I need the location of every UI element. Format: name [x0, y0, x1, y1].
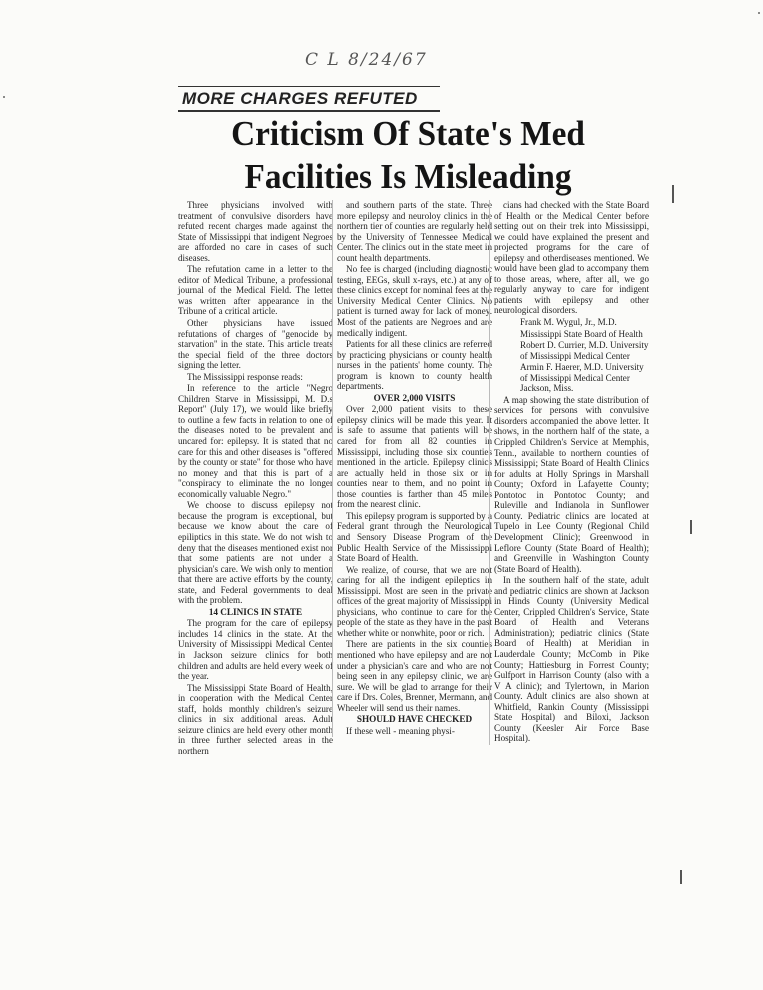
paragraph: In the southern half of the state, adult and pediatric clinics are shown at Jackson in Hinds County (University Medical Center, Crippled Children's Service, State Board of Health and Veterans Administration); pediatric clinics (State Board of Health) at Meridian in Lauderdale County; McComb in Pike County; Hattiesburg in Forrest County; Gulfport in Harrison County (also with a V A clinic); and Tylertown, in Marion County. Adult clinics are also shown at Whitfield, Rankin County (Mississippi State Hospital) and Biloxi, Jackson County (Keesler Air Force Base Hospital). — [494, 575, 649, 744]
scan-edge-mark — [690, 520, 692, 534]
paragraph: and southern parts of the state. Three more epilepsy and neuroloy clinics in the northern tier of counties are regularly held by the University of Tennessee Medical Center. The clinics out in the state meet in count health departments. — [337, 200, 492, 263]
article-column-3 — [489, 200, 649, 745]
paragraph: We realize, of course, that we are not caring for all the indigent epileptics in Mississippi. Most are seen in the private offices of the great majority of Mississippi physicians, who continue to care for the people of the state as they have in the past whether white or nonwhite, poor or rich. — [337, 564, 492, 638]
article-column-1 — [178, 200, 333, 757]
paragraph: The program for the care of epilepsy includes 14 clinics in the state. At the University of Mississippi Medical Center in Jackson seizure clinics for both children and adults are held every week of the year. — [178, 618, 333, 682]
paragraph: In reference to the article "Negro Children Starve in Mississippi, M. D.s Report" (July 17), we would like briefly to outline a few facts in relation to one of the diseases noted to be prevalent and uncared for: epilepsy. It is stated that no care for this and other diseases is "offered by the county or state" for those who have no money and that this is part of a "conspiracy to eliminate the no longer economically valuable Negro." — [178, 383, 333, 499]
scan-speck — [3, 96, 5, 98]
paragraph: cians had checked with the State Board of Health or the Medical Center before setting out on their trek into Mississippi, we could have explained the present and projected programs for the care of epilepsy and otherdiseases mentioned. We would have been glad to accompany them to those areas, where, after all, we go regularly anyway to care for indigent patients with epilepsy and other neurological disorders. — [494, 200, 649, 316]
article-column-2 — [332, 200, 492, 737]
scan-edge-mark — [672, 185, 674, 203]
paragraph: Other physicians have issued refutations of charges of "genocide by starvation" in the state. This article treats the special field of the three doctors signing the letter. — [178, 318, 333, 371]
headline-line-2: Facilities Is Misleading — [244, 157, 572, 196]
signature-line: Mississippi State Board of Health — [520, 328, 643, 339]
signature-line: Armin F. Haerer, M.D. University of Mississippi Medical Center Jackson, Miss. — [520, 362, 644, 394]
headline — [190, 112, 627, 198]
handwritten-date-note: C L 8/24/67 — [305, 50, 428, 70]
subheading: OVER 2,000 VISITS — [373, 392, 456, 403]
paragraph: The Mississippi response reads: — [187, 371, 303, 382]
paragraph: No fee is charged (including diagnostic testing, EEGs, skull x-rays, etc.) at any of these clinics except for nominal fees at the University Medical Center Clinics. No patient is turned away for lack of money. Most of the patients are Negroes and are medically indigent. — [337, 264, 492, 338]
paragraph: Three physicians involved with treatment of convulsive disorders have refuted recent charges made against the State of Mississippi that indigent Negroes are afforded no care in cases of such diseases. — [178, 200, 333, 263]
paragraph: If these well - meaning physi- — [346, 725, 455, 736]
signature-line: Frank M. Wygul, Jr., M.D. — [520, 317, 617, 328]
scan-speck — [758, 12, 760, 14]
paragraph: Over 2,000 patient visits to these epilepsy clinics will be made this year. It is safe to assume that patients will be cared for from all 82 counties in Mississippi, including those six counties mentioned in the article. Epilepsy clinics are actually held in those six or in counties near to them, and no point in those counties is farther than 45 miles from the nearest clinic. — [337, 404, 492, 510]
subheading: SHOULD HAVE CHECKED — [356, 714, 473, 725]
paragraph: The Mississippi State Board of Health, in cooperation with the Medical Center staff, holds monthly children's seizure clinics in six additional areas. Adult seizure clinics are held every other month in three further selected areas in the northern — [178, 682, 333, 756]
signature-line: Robert D. Currier, M.D. University of Mississippi Medical Center — [520, 340, 649, 361]
scan-edge-mark — [680, 870, 682, 884]
paragraph: The refutation came in a letter to the editor of Medical Tribune, a professional journal of the Medical Field. The letter was written after appearance in the Tribune of a critical article. — [178, 264, 333, 317]
paragraph: Patients for all these clinics are referred by practicing physicians or county health nurses in the patients' home county. The program is known to county health departments. — [337, 339, 492, 392]
paragraph: This epilepsy program is supported by a Federal grant through the Neurological and Sensory Disease Program of the Public Health Service of the Mississippi State Board of Health. — [337, 510, 492, 564]
paragraph: We choose to discuss epilepsy not because the program is exceptional, but because we know about the care of epiliptics in this state. We do not wish to deny that the diseases mentioned exist nor that some patients are not under a physician's care. We wish only to mention that there are active efforts by the county, state, and Federal governments to deal with the problem. — [178, 500, 333, 606]
subheading: 14 CLINICS IN STATE — [208, 606, 303, 617]
headline-line-1: Criticism Of State's Med — [231, 114, 585, 153]
paragraph: There are patients in the six counties mentioned who have epilepsy and are not under a physician's care and who are not being seen in any epilepsy clinic, we are sure. We will be glad to arrange for their care if Drs. Coles, Brenner, Mermann, and Wheeler will send us their names. — [337, 639, 492, 713]
paragraph: A map showing the state distribution of services for persons with convulsive disorders accompanied the above letter. It shows, in the northern half of the state, a Crippled Children's Service at Memphis, Tenn., available to northern counties of Mississippi; State Board of Health Clinics for adults at Holly Springs in Marshall County; Oxford in Lafayette County; Pontotoc in Pontotoc County; and Ruleville and Indianola in Sunflower County. Pediatric clinics are located at Tupelo in Lee County (Regional Child Development Clinic); Greenwood in Leflore County (State Board of Health); and Greenville in Washington County (State Board of Health). — [494, 394, 649, 574]
kicker-heading: MORE CHARGES REFUTED — [178, 86, 440, 112]
